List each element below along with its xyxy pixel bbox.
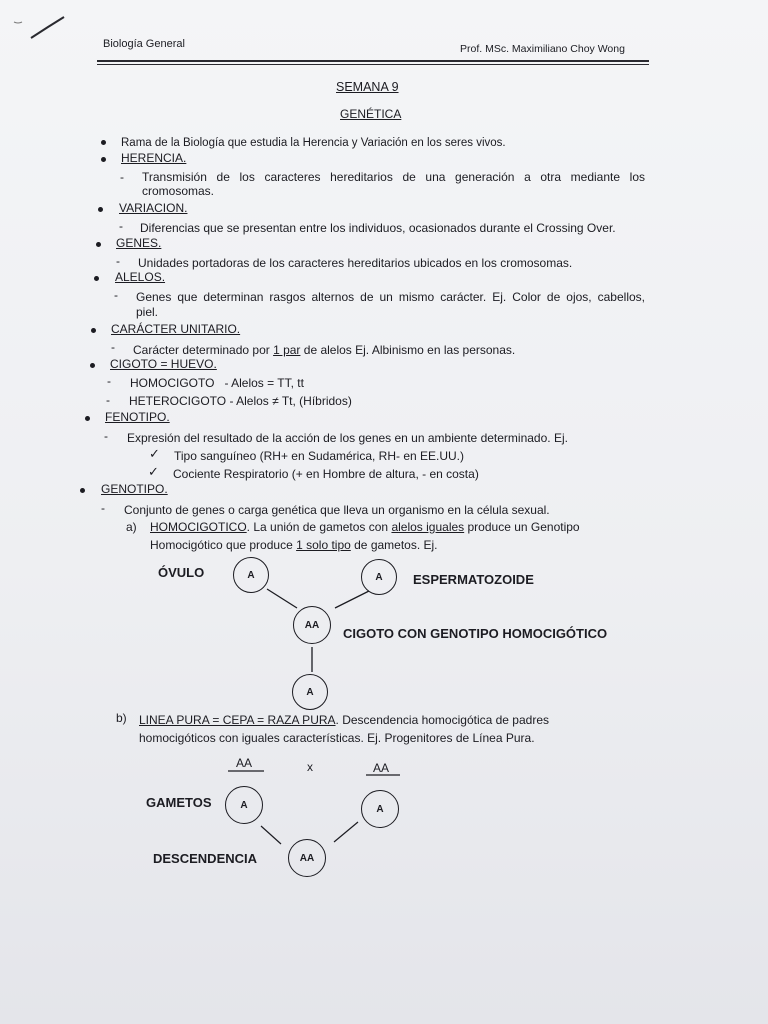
cross-symbol: x [307,760,313,774]
term-genotipo: GENOTIPO. [101,482,168,496]
bullet-icon [98,207,103,212]
connector-line [267,589,297,608]
dash-icon: - [107,374,111,388]
header-rule-thin [97,64,649,65]
gamete-circle-2: A [361,790,399,828]
term-genes: GENES. [116,236,162,250]
def-heterocigoto: HETEROCIGOTO - Alelos ≠ Tt, (Híbridos) [129,394,352,408]
topic-title: GENÉTICA [340,107,402,121]
dash-icon: - [111,340,115,354]
offspring-circle: AA [288,839,326,877]
dash-icon: - [114,288,118,302]
pen-mark-icon [31,17,64,38]
professor-name: Prof. MSc. Maximiliano Choy Wong [460,43,625,55]
dash-icon: - [116,254,120,268]
item-a-label: a) [126,520,137,534]
bullet-icon [80,488,85,493]
term-alelos: ALELOS. [115,270,166,284]
label-cigoto-homocigotico: CIGOTO CON GENOTIPO HOMOCIGÓTICO [343,626,608,641]
def-herencia-2: cromosomas. [142,184,215,198]
item-b-label: b) [116,711,127,725]
bullet-icon [101,140,106,145]
label-ovulo: ÓVULO [158,565,205,580]
def-alelos-1: Genes que determinan rasgos alternos de un mismo carácter. Ej. Color de ojos, cabellos, [136,290,645,304]
def-variacion: Diferencias que se presentan entre los individuos, ocasionados durante el Crossing Over. [140,221,616,235]
header-rule [97,60,649,62]
item-a-line1: HOMOCIGOTICO. La unión de gametos con alelos iguales produce un Genotipo [150,520,580,534]
def-fenotipo: Expresión del resultado de la acción de los genes en un ambiente determinado. Ej. [127,431,568,445]
gamete-circle-result: A [292,674,328,710]
check-icon: ✓ [148,464,159,479]
dash-icon: - [104,429,108,443]
def-alelos-2: piel. [136,305,159,319]
check-icon: ✓ [149,446,160,461]
fenotipo-example-2: Cociente Respiratorio (+ en Hombre de altura, - en costa) [173,467,479,481]
def-homocigoto: HOMOCIGOTO - Alelos = TT, tt [130,376,304,390]
def-herencia-1: Transmisión de los caracteres hereditarios de una generación a otra mediante los [142,170,645,184]
connector-line [334,822,358,842]
item-a-line2: Homocigótico que produce 1 solo tipo de gametos. Ej. [150,538,438,552]
term-herencia: HERENCIA. [121,151,187,165]
dash-icon: - [120,170,124,184]
gamete-circle-espermatozoide: A [361,559,397,595]
bullet-icon [90,363,95,368]
parent-genotype-1: AA [236,756,253,770]
def-genotipo: Conjunto de genes o carga genética que lleva un organismo en la célula sexual. [124,503,550,517]
label-espermatozoide: ESPERMATOZOIDE [413,572,534,587]
connector-line [261,826,281,844]
def-genes: Unidades portadoras de los caracteres hereditarios ubicados en los cromosomas. [138,256,573,270]
item-b-line2: homocigóticos con iguales características. Ej. Progenitores de Línea Pura. [139,731,535,745]
fenotipo-example-1: Tipo sanguíneo (RH+ en Sudamérica, RH- en EE.UU.) [174,449,465,463]
gamete-circle-ovulo: A [233,557,269,593]
connector-line [335,591,369,608]
label-gametos: GAMETOS [146,795,212,810]
week-title: SEMANA 9 [336,80,399,94]
item-b-line1: LINEA PURA = CEPA = RAZA PURA. Descendencia homocigótica de padres [139,713,549,727]
gamete-circle-1: A [225,786,263,824]
dash-icon: - [119,219,123,233]
course-title: Biología General [103,38,185,50]
zygote-circle: AA [293,606,331,644]
def-caracter: Carácter determinado por 1 par de alelos Ej. Albinismo en las personas. [133,343,516,357]
term-cigoto: CIGOTO = HUEVO. [110,357,217,371]
bullet-icon [101,157,106,162]
bullet-icon [85,416,90,421]
term-fenotipo: FENOTIPO. [105,410,170,424]
parent-genotype-2: AA [373,761,390,775]
term-caracter: CARÁCTER UNITARIO. [111,322,241,336]
dash-icon: - [101,501,105,515]
dash-icon: - [106,393,110,407]
bullet-icon [91,328,96,333]
intro-text: Rama de la Biología que estudia la Herencia y Variación en los seres vivos. [121,137,506,149]
bullet-icon [96,242,101,247]
bullet-icon [94,276,99,281]
term-variacion: VARIACION. [119,201,188,215]
label-descendencia: DESCENDENCIA [153,851,258,866]
